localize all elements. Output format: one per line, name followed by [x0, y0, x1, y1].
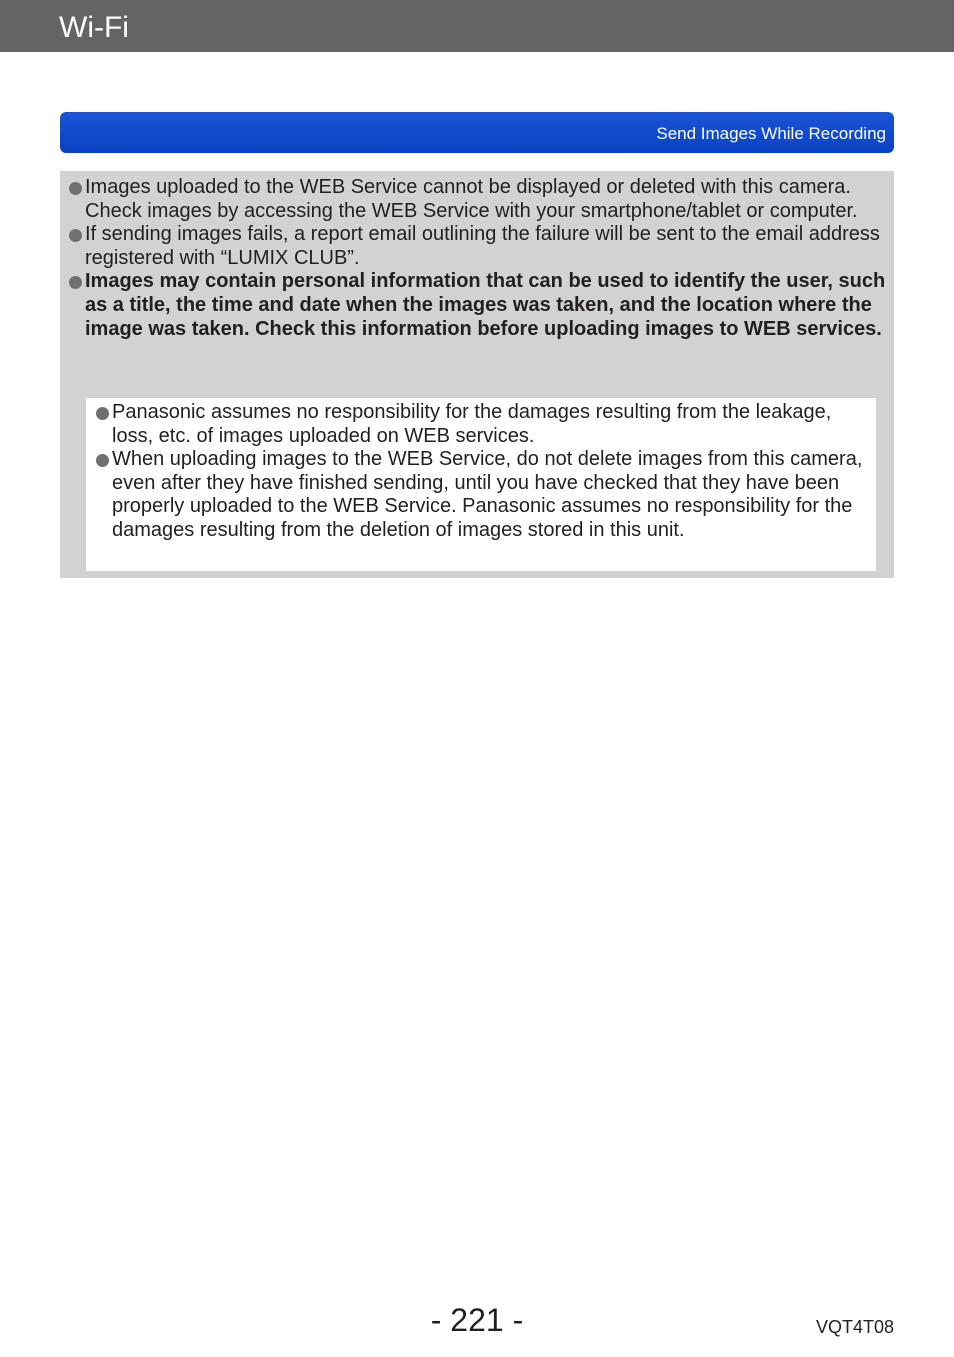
page-number: - 221 - — [430, 1302, 524, 1338]
bullet-icon — [96, 454, 109, 467]
top-bar — [0, 0, 954, 52]
bullet-icon — [69, 182, 82, 195]
chapter-title: Wi-Fi — [59, 11, 129, 44]
disclaimer-text: When uploading images to the WEB Service, do not delete images from this camera, even after they have finished sending, until you have checked that they have been properly uploaded to the WEB Service. Panasonic assumes no responsibility for the damages resulting from the deletion of images stored in this unit. — [112, 448, 863, 541]
disclaimer-text: Panasonic assumes no responsibility for the damages resulting from the leakage, loss, etc. of images uploaded on WEB services. — [112, 401, 832, 447]
bullet-icon — [69, 276, 82, 289]
note-item — [68, 223, 886, 270]
note-box — [60, 171, 894, 578]
note-item — [68, 176, 886, 223]
section-label: Send Images While Recording — [656, 124, 886, 143]
note-list — [68, 176, 886, 341]
note-text: If sending images fails, a report email outlining the failure will be sent to the email address registered with “LUMIX CLUB”. — [85, 223, 880, 269]
note-text: Images uploaded to the WEB Service cannot be displayed or deleted with this camera. Check images by accessing the WEB Service with your smartphone/tablet or computer. — [85, 176, 858, 222]
note-item-warning — [68, 270, 886, 341]
disclaimer-box — [86, 398, 876, 571]
bullet-icon — [96, 407, 109, 420]
section-banner — [60, 112, 894, 153]
document-code: VQT4T08 — [815, 1317, 894, 1337]
disclaimer-item — [95, 401, 871, 448]
bullet-icon — [69, 229, 82, 242]
note-text: Images may contain personal information that can be used to identify the user, such as a title, the time and date when the images was taken, and the location where the image was taken. Check this information before uploading images to WEB services. — [85, 270, 886, 340]
disclaimer-list — [95, 401, 871, 543]
disclaimer-item — [95, 448, 871, 542]
